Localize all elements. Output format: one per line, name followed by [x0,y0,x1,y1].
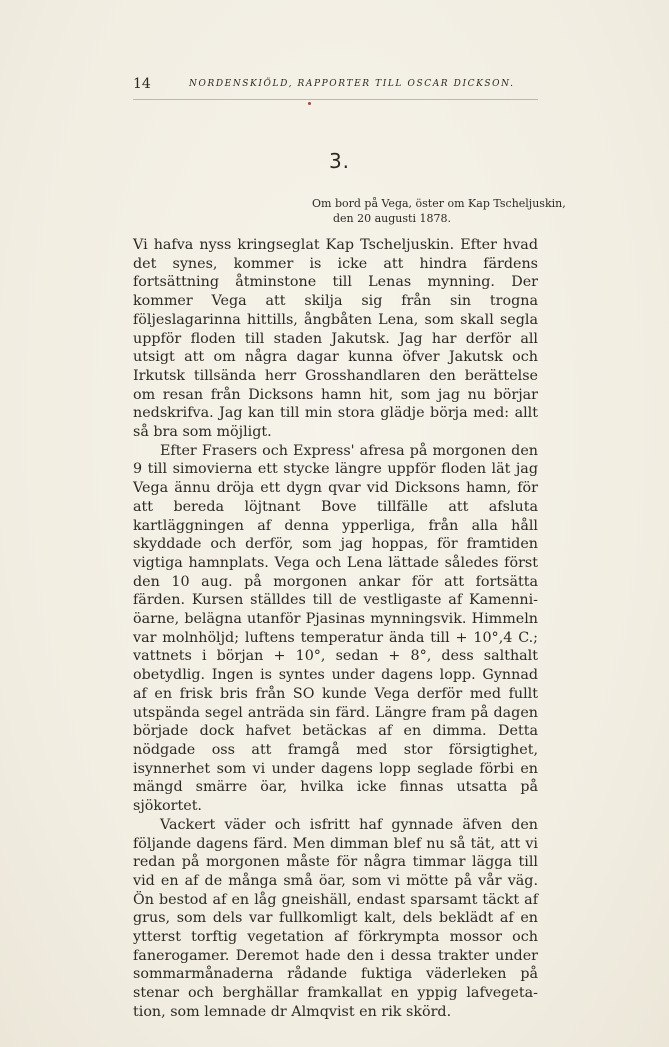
paragraph: Vi hafva nyss kringseglat Kap Tscheljuskin. Efter hvad det synes, kommer is icke att hindra färdens fortsättning åtminstone till Lenas mynning. Der kommer Vega att skilja sig från sin trogna följeslagarinna hittills, ångbåten Lena, som skall segla uppför floden till staden Jakutsk. Jag har derför all utsigt att om några dagar kunna öfver Jakutsk och Irkutsk tillsända herr Grosshandlaren den berättelse om resan från Dicksons hamn hit, som jag nu börjar nedskrifva. Jag kan till min stora glädje börja med: allt så bra som möjligt. [133,237,538,441]
page-number: 14 [133,76,151,92]
dateline [312,196,566,226]
paragraph: Vackert väder och isfritt haf gynnade äfven den följande dagens färd. Men dimman blef nu så tät, att vi redan på morgonen måste för några timmar lägga till vid en af de många små öar, som vi mötte på vår väg. Ön bestod af en låg gneishäll, endast sparsamt täckt af grus, som dels var fullkomligt kalt, dels beklädt af en ytterst torftig vegetation af förkrympta mossor och fanerogamer. Deremot hade den i dessa trakter under sommarmånaderna rådande fuktiga väderleken på stenar och berghällar framkallat en yppig lafvegetation, som lemnade dr Almqvist en rik skörd. [133,816,538,1020]
page-header [133,76,535,92]
running-head: NORDENSKIÖLD, RAPPORTER TILL OSCAR DICKSON. [189,79,515,89]
red-dot-mark [308,102,311,105]
header-rule [133,99,538,100]
letter-body [133,236,538,1022]
dateline-date: den 20 augusti 1878. [333,212,451,225]
paragraph: Efter Frasers och Express' afresa på morgonen den 9 till simovierna ett stycke längre uppför floden lät jag Vega ännu dröja ett dygn qvar vid Dicksons hamn, för att bereda löjtnant Bove tillfälle att afsluta kartläggningen af denna ypperliga, från alla håll skyddade och derför, som jag hoppas, för framtiden vigtiga hamnplats. Vega och Lena lättade således först den 10 aug. på morgonen ankar för att fortsätta färden. Kursen ställdes till de vestligaste af Kamenni-öarne, belägna utanför Pjasinas mynningsvik. Himmeln var molnhöljd; luftens temperatur ända till + 10°,4 C.; vattnets i början + 10°, sedan + 8°, dess salthalt obetydlig. Ingen is syntes under dagens lopp. Gynnad af en frisk bris från SO kunde Vega derför med fullt utspända segel anträda sin färd. Längre fram på dagen började dock hafvet betäckas af en dimma. Detta nödgade oss att framgå med stor försigtighet, isynnerhet som vi under dagens lopp seglade förbi en mängd smärre öar, hvilka icke finnas utsatta på sjökortet. [133,442,538,815]
dateline-place: Om bord på Vega, öster om Kap Tscheljuskin, [312,197,566,210]
section-number: 3. [328,149,351,173]
